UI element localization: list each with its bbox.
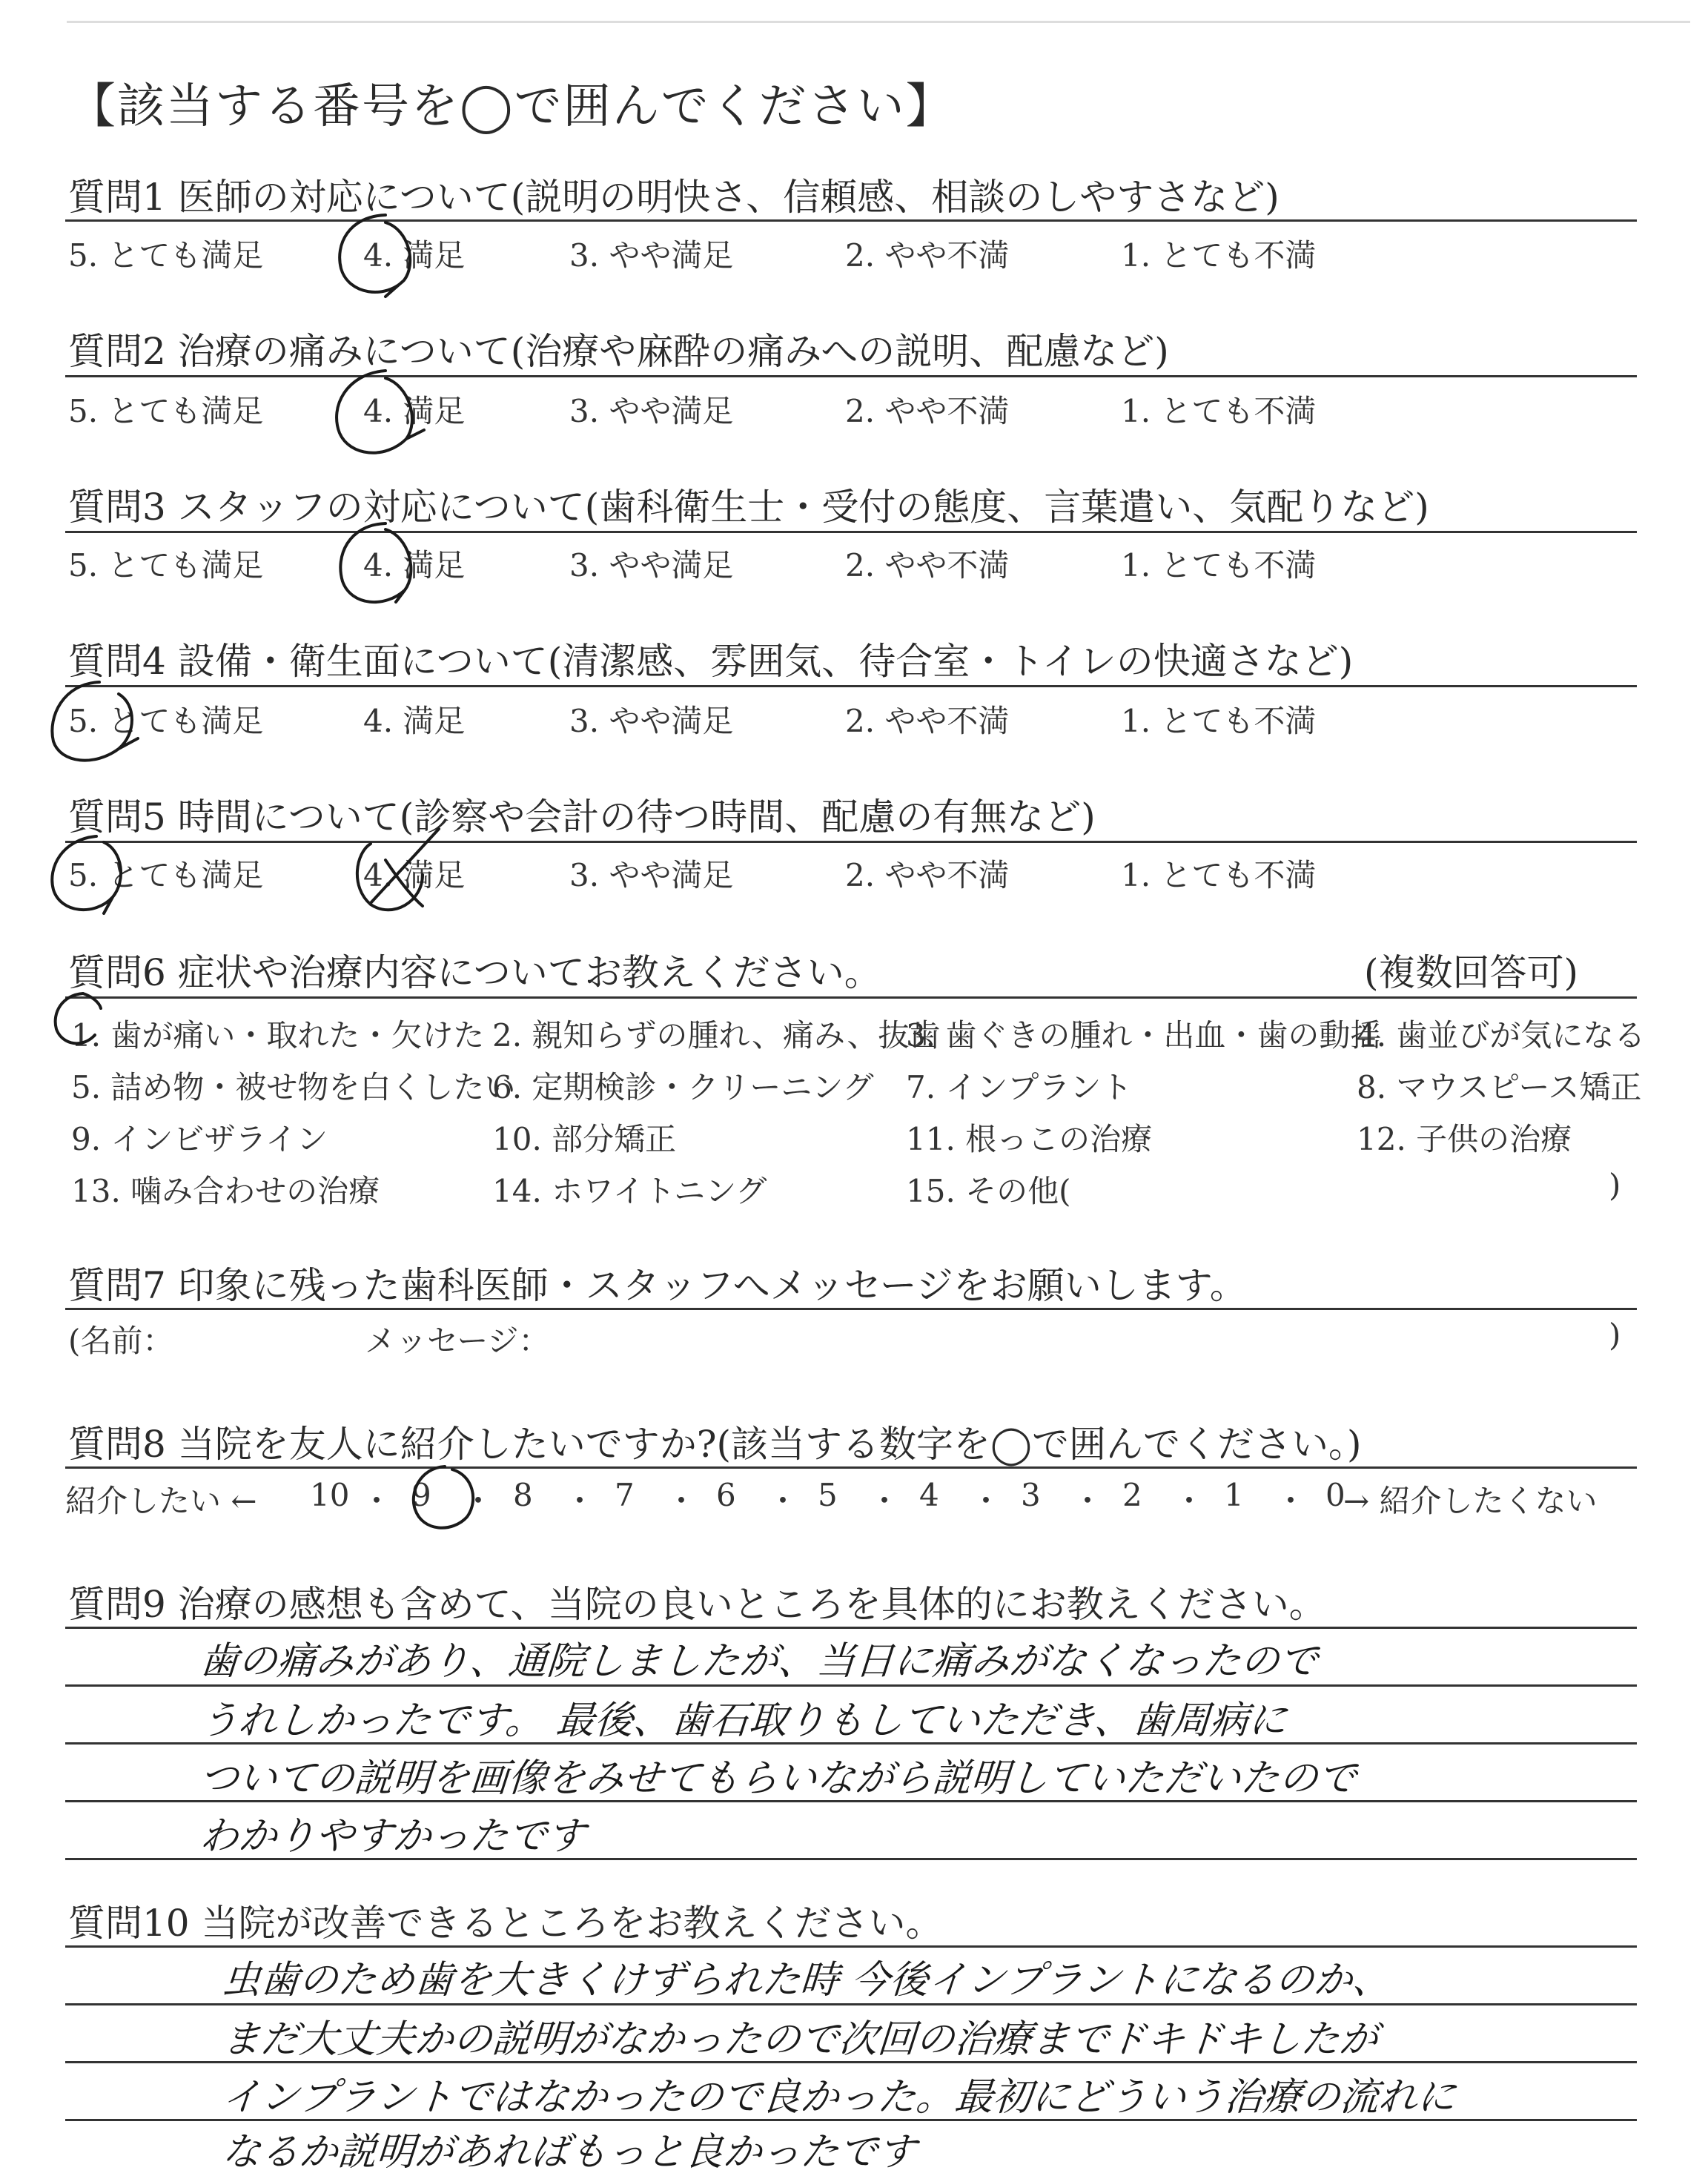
option-1[interactable]: 1. とても不満 bbox=[1121, 857, 1317, 893]
option-3[interactable]: 3. やや満足 bbox=[569, 237, 734, 274]
option-3[interactable]: 3. やや満足 bbox=[569, 393, 734, 429]
q10-answer-line: 虫歯のため歯を大きくけずられた時 今後インプラントになるのか、 bbox=[220, 1958, 1393, 2003]
option-3[interactable]: 3. やや満足 bbox=[569, 547, 734, 583]
recommend-scale bbox=[310, 1477, 1345, 1519]
option-5[interactable]: 5. とても満足 bbox=[68, 547, 264, 583]
question-10: 質問10 当院が改善できるところをお教えください。 bbox=[68, 1902, 943, 1945]
option-3[interactable]: 3. やや満足 bbox=[569, 703, 734, 739]
scale-separator: ・ bbox=[970, 1483, 1002, 1519]
q9-answer-line: 歯の痛みがあり、通院しましたが、当日に痛みがなくなったので bbox=[198, 1639, 1320, 1684]
option-4[interactable]: 4. 満足 bbox=[363, 547, 466, 583]
scale-value[interactable]: 2 bbox=[1122, 1477, 1142, 1513]
option-2[interactable]: 2. やや不満 bbox=[845, 547, 1010, 583]
scale-separator: ・ bbox=[564, 1483, 596, 1519]
question-7: 質問7 印象に残った歯科医師・スタッフへメッセージをお願いします。 bbox=[68, 1264, 1247, 1307]
question-4: 質問4 設備・衛生面について(清潔感、雰囲気、待合室・トイレの快適さなど) bbox=[68, 640, 1354, 683]
page-title: 【該当する番号を◯で囲んでください】 bbox=[68, 79, 955, 134]
symptom-option[interactable]: 12. 子供の治療 bbox=[1357, 1121, 1572, 1157]
scale-value[interactable]: 6 bbox=[716, 1477, 736, 1513]
option-4[interactable]: 4. 満足 bbox=[363, 237, 466, 274]
scale-value[interactable]: 8 bbox=[513, 1477, 533, 1513]
symptom-option[interactable]: 1. 歯が痛い・取れた・欠けた bbox=[71, 1017, 485, 1054]
rule bbox=[65, 375, 1637, 377]
rule bbox=[65, 531, 1637, 533]
q10-answer-line: まだ大丈夫かの説明がなかったので次回の治療までドキドキしたが bbox=[220, 2017, 1380, 2062]
symptom-option[interactable]: 13. 噛み合わせの治療 bbox=[71, 1173, 380, 1209]
q10-answer-line: インプラントではなかったので良かった。最初にどういう治療の流れに bbox=[220, 2075, 1457, 2120]
symptom-option[interactable]: 8. マウスピース矯正 bbox=[1357, 1069, 1642, 1105]
scale-separator: ・ bbox=[1072, 1483, 1104, 1519]
scale-value[interactable]: 5 bbox=[818, 1477, 838, 1513]
scale-value[interactable]: 9 bbox=[411, 1477, 431, 1513]
rule bbox=[65, 1466, 1637, 1469]
scale-value[interactable]: 3 bbox=[1021, 1477, 1041, 1513]
scale-right-label: → 紹介したくない bbox=[1343, 1483, 1598, 1519]
symptom-option[interactable]: 14. ホワイトニング bbox=[492, 1173, 767, 1209]
scale-value[interactable]: 7 bbox=[615, 1477, 635, 1513]
option-4[interactable]: 4. 満足 bbox=[363, 703, 466, 739]
scale-value[interactable]: 10 bbox=[310, 1477, 350, 1513]
option-3[interactable]: 3. やや満足 bbox=[569, 857, 734, 893]
question-5: 質問5 時間について(診察や会計の待つ時間、配慮の有無など) bbox=[68, 796, 1096, 839]
scale-value[interactable]: 1 bbox=[1224, 1477, 1244, 1513]
symptom-option[interactable]: 9. インビザライン bbox=[71, 1121, 328, 1157]
question-6: 質問6 症状や治療内容についてお教えください。 bbox=[68, 951, 881, 994]
question-9: 質問9 治療の感想も含めて、当院の良いところを具体的にお教えください。 bbox=[68, 1583, 1326, 1626]
scale-separator: ・ bbox=[869, 1483, 901, 1519]
question-3: 質問3 スタッフの対応について(歯科衛生士・受付の態度、言葉遣い、気配りなど) bbox=[68, 486, 1429, 529]
option-2[interactable]: 2. やや不満 bbox=[845, 237, 1010, 274]
close-paren: ) bbox=[1609, 1317, 1621, 1353]
q10-answer-line: なるか説明があればもっと良かったです bbox=[220, 2130, 918, 2175]
option-2[interactable]: 2. やや不満 bbox=[845, 703, 1010, 739]
question-2: 質問2 治療の痛みについて(治療や麻酔の痛みへの説明、配慮など) bbox=[68, 330, 1169, 373]
message-label: メッセージ： bbox=[365, 1323, 550, 1359]
scale-left-label: 紹介したい ← bbox=[65, 1483, 257, 1519]
symptom-option[interactable]: 3. 歯ぐきの腫れ・出血・歯の動揺 bbox=[906, 1017, 1382, 1054]
name-label: (名前： bbox=[68, 1323, 174, 1359]
scale-separator: ・ bbox=[1174, 1483, 1205, 1519]
scale-separator: ・ bbox=[1275, 1483, 1307, 1519]
option-5[interactable]: 5. とても満足 bbox=[68, 703, 264, 739]
question-8: 質問8 当院を友人に紹介したいですか?(該当する数字を◯で囲んでください。) bbox=[68, 1423, 1362, 1466]
symptom-option[interactable]: 5. 詰め物・被せ物を白くしたい bbox=[71, 1069, 516, 1105]
scale-value[interactable]: 4 bbox=[919, 1477, 939, 1513]
option-5[interactable]: 5. とても満足 bbox=[68, 857, 264, 893]
rule bbox=[65, 219, 1637, 222]
option-1[interactable]: 1. とても不満 bbox=[1121, 703, 1317, 739]
rule bbox=[65, 996, 1637, 999]
symptom-option[interactable]: 7. インプラント bbox=[906, 1069, 1133, 1105]
scale-separator: ・ bbox=[666, 1483, 698, 1519]
top-border bbox=[67, 21, 1690, 23]
scale-separator: ・ bbox=[361, 1483, 393, 1519]
option-2[interactable]: 2. やや不満 bbox=[845, 857, 1010, 893]
scale-separator: ・ bbox=[767, 1483, 799, 1519]
option-1[interactable]: 1. とても不満 bbox=[1121, 237, 1317, 274]
symptom-option[interactable]: 11. 根っこの治療 bbox=[906, 1121, 1153, 1157]
q9-answer-line: ついての説明を画像をみせてもらいながら説明していただいたので bbox=[198, 1756, 1358, 1801]
q9-answer-line: うれしかったです。 最後、歯石取りもしていただき、歯周病に bbox=[198, 1699, 1289, 1743]
rule bbox=[65, 1308, 1637, 1310]
option-1[interactable]: 1. とても不満 bbox=[1121, 393, 1317, 429]
option-5[interactable]: 5. とても満足 bbox=[68, 237, 264, 274]
multiple-answer-note: (複数回答可) bbox=[1364, 951, 1579, 994]
option-4[interactable]: 4. 満足 bbox=[363, 857, 466, 893]
scale-value[interactable]: 0 bbox=[1325, 1477, 1345, 1513]
rule bbox=[65, 841, 1637, 843]
rule bbox=[65, 685, 1637, 687]
symptom-option[interactable]: 10. 部分矯正 bbox=[492, 1121, 677, 1157]
other-close-paren: ) bbox=[1609, 1167, 1621, 1203]
option-1[interactable]: 1. とても不満 bbox=[1121, 547, 1317, 583]
symptom-option[interactable]: 2. 親知らずの腫れ、痛み、抜歯 bbox=[492, 1017, 941, 1054]
q9-answer-line: わかりやすかったです bbox=[198, 1814, 587, 1859]
rule bbox=[65, 1627, 1637, 1629]
symptom-option[interactable]: 4. 歯並びが気になる bbox=[1357, 1017, 1646, 1054]
option-2[interactable]: 2. やや不満 bbox=[845, 393, 1010, 429]
question-1: 質問1 医師の対応について(説明の明快さ、信頼感、相談のしやすさなど) bbox=[68, 176, 1280, 219]
scale-separator: ・ bbox=[463, 1483, 494, 1519]
rule bbox=[65, 1945, 1637, 1948]
option-4[interactable]: 4. 満足 bbox=[363, 393, 466, 429]
option-5[interactable]: 5. とても満足 bbox=[68, 393, 264, 429]
symptom-option[interactable]: 6. 定期検診・クリーニング bbox=[492, 1069, 874, 1105]
symptom-option[interactable]: 15. その他( bbox=[906, 1173, 1071, 1209]
